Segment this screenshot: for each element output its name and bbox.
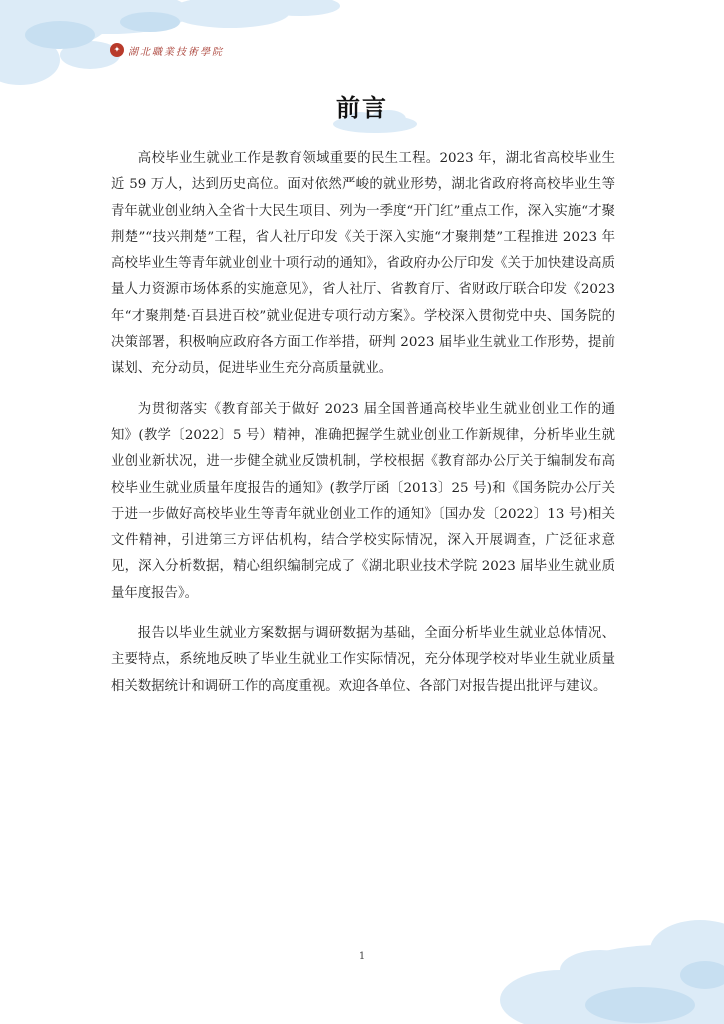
page-title: 前言 <box>336 94 388 122</box>
paragraph-1: 高校毕业生就业工作是教育领域重要的民生工程。2023 年，湖北省高校毕业生近 59 万人，达到历史高位。面对依然严峻的就业形势，湖北省政府将高校毕业生等青年就业创业纳入全省十大民生项目、列为一季度“开门红”重点工作，深入实施“才聚荆楚”“技兴荆楚”工程，省人社厅印发《关于深入实施“才聚荆楚”工程推进 2023 年高校毕业生等青年就业创业十项行动的通知》，省政府办公厅印发《关于加快建设高质量人力资源市场体系的实施意见》，省人社厅、省教育厅、省财政厅联合印发《2023 年“才聚荆楚·百县进百校”就业促进专项行动方案》。学校深入贯彻党中央、国务院的决策部署，积极响应政府各方面工作举措，研判 2023 届毕业生就业工作形势，提前谋划、充分动员，促进毕业生充分高质量就业。 <box>111 151 615 377</box>
document-body <box>111 146 615 714</box>
school-logo-text: 湖北職業技術學院 <box>128 46 224 58</box>
paragraph-3: 报告以毕业生就业方案数据与调研数据为基础，全面分析毕业生就业总体情况、主要特点，系统地反映了毕业生就业工作实际情况，充分体现学校对毕业生就业质量相关数据统计和调研工作的高度重视。欢迎各单位、各部门对报告提出批评与建议。 <box>111 626 615 694</box>
school-logo <box>110 41 224 59</box>
school-emblem-icon: ✦ <box>110 43 124 57</box>
paragraph-2: 为贯彻落实《教育部关于做好 2023 届全国普通高校毕业生就业创业工作的通知》(教学〔2022〕5 号）精神，准确把握学生就业创业工作新规律，分析毕业生就业创业新状况，进一步健全就业反馈机制，学校根据《教育部办公厅关于编制发布高校毕业生就业质量年度报告的通知》(教学厅函〔2013〕25 号)和《国务院办公厅关于进一步做好高校毕业生等青年就业创业工作的通知》〔国办发〔2022〕13 号)相关文件精神，引进第三方评估机构，结合学校实际情况，深入开展调查，广泛征求意见，深入分析数据，精心组织编制完成了《湖北职业技术学院 2023 届毕业生就业质量年度报告》。 <box>111 401 615 601</box>
page-number: 1 <box>358 951 366 962</box>
